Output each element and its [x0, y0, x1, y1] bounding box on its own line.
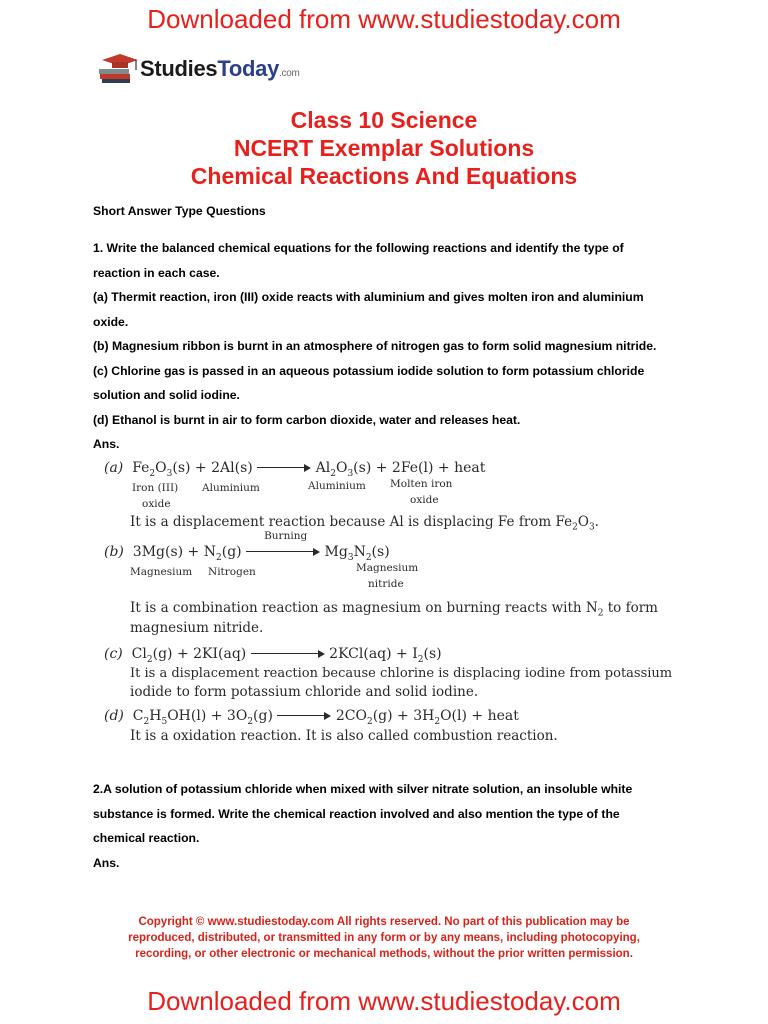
- label-iron-oxide: Iron (III): [132, 482, 179, 494]
- explanation-a: It is a displacement reaction because Al is displacing Fe from $Fe_2O_3$.: [130, 514, 599, 533]
- arrow-icon: [251, 649, 325, 659]
- q2-line-3: chemical reaction.: [93, 831, 200, 845]
- label-magnesium: Magnesium: [130, 566, 193, 578]
- copyright-line-1: Copyright © www.studiestoday.com All rights reserved. No part of this publication may be: [138, 916, 630, 928]
- q1-part-a-line-2: oxide.: [93, 315, 129, 329]
- copyright-line-2: reproduced, distributed, or transmitted in any form or by any means, including photocopying,: [128, 932, 640, 944]
- q1-part-c-line-2: solution and solid iodine.: [93, 388, 240, 402]
- q1-line-2: reaction in each case.: [93, 266, 220, 280]
- label-oxide-2: oxide: [410, 494, 439, 506]
- label-molten-iron: Molten iron: [390, 478, 453, 490]
- explanation-b-line-1: It is a combination reaction as magnesium on burning reacts with $N_2$ to form: [130, 600, 658, 619]
- q1-part-d: (d) Ethanol is burnt in air to form carbon dioxide, water and releases heat.: [93, 413, 521, 427]
- title-line-1: Class 10 Science: [290, 107, 478, 133]
- equation-d: (d) $C_2H_5OH(l) + 3O_2(g) 2CO_2(g) + 3H_2O(l)$ + heat: [104, 708, 519, 727]
- label-nitrogen: Nitrogen: [208, 566, 256, 578]
- logo-wordmark: StudiesToday.com: [140, 56, 300, 81]
- q2-line-2: substance is formed. Write the chemical reaction involved and also mention the type of the: [93, 807, 620, 821]
- q1-part-a-line-1: (a) Thermit reaction, iron (III) oxide reacts with aluminium and gives molten iron and aluminium: [93, 290, 644, 304]
- q2-line-1: 2.A solution of potassium chloride when mixed with silver nitrate solution, an insoluble white: [93, 782, 633, 796]
- q1-line-1: 1. Write the balanced chemical equations for the following reactions and identify the type of: [93, 241, 624, 255]
- section-heading: Short Answer Type Questions: [93, 204, 266, 218]
- download-banner-top: Downloaded from www.studiestoday.com: [147, 4, 621, 34]
- download-banner-bottom: Downloaded from www.studiestoday.com: [147, 986, 621, 1016]
- q2-ans-label: Ans.: [93, 856, 120, 870]
- label-nitride: nitride: [368, 578, 404, 590]
- equation-c: (c) $Cl_2(g) + 2KI(aq) 2KCl(aq) + I_2(s)$: [104, 646, 442, 665]
- equation-a: (a) $Fe_2O_3(s) + 2Al(s) Al_2O_3(s) + 2Fe(l)$ + heat: [104, 460, 486, 479]
- explanation-c-line-1: It is a displacement reaction because chlorine is displacing iodine from potassium: [130, 666, 673, 681]
- q1-part-c-line-1: (c) Chlorine gas is passed in an aqueous potassium iodide solution to form potassium chloride: [93, 364, 645, 378]
- arrow-icon: [257, 463, 311, 473]
- title-line-3: Chemical Reactions And Equations: [190, 163, 578, 189]
- equation-b: (b) $3Mg(s) + N_2(g)$ Burning $Mg_3N_2(s)$: [104, 530, 390, 563]
- label-aluminium: Aluminium: [202, 482, 260, 494]
- title-line-2: NCERT Exemplar Solutions: [233, 135, 535, 161]
- explanation-d: It is a oxidation reaction. It is also called combustion reaction.: [130, 728, 558, 744]
- q1-ans-label: Ans.: [93, 437, 120, 451]
- label-oxide: oxide: [142, 498, 171, 510]
- graduation-cap-books-icon: [96, 52, 140, 86]
- explanation-c-line-2: iodide to form potassium chloride and solid iodine.: [130, 684, 479, 700]
- document-title: [0, 106, 768, 190]
- label-magnesium-nitride: Magnesium: [356, 562, 419, 574]
- arrow-icon: [246, 547, 320, 557]
- explanation-b-line-2: magnesium nitride.: [130, 620, 264, 636]
- copyright-line-3: recording, or other electronic or mechanical methods, without the prior written permission.: [135, 948, 633, 960]
- arrow-label-burning: Burning: [264, 530, 308, 542]
- q1-part-b: (b) Magnesium ribbon is burnt in an atmosphere of nitrogen gas to form solid magnesium nitride.: [93, 339, 657, 353]
- label-aluminium-oxide: Aluminium: [308, 480, 366, 492]
- studiestoday-logo: [96, 52, 336, 86]
- copyright-notice: [100, 914, 668, 962]
- arrow-icon: [277, 711, 331, 721]
